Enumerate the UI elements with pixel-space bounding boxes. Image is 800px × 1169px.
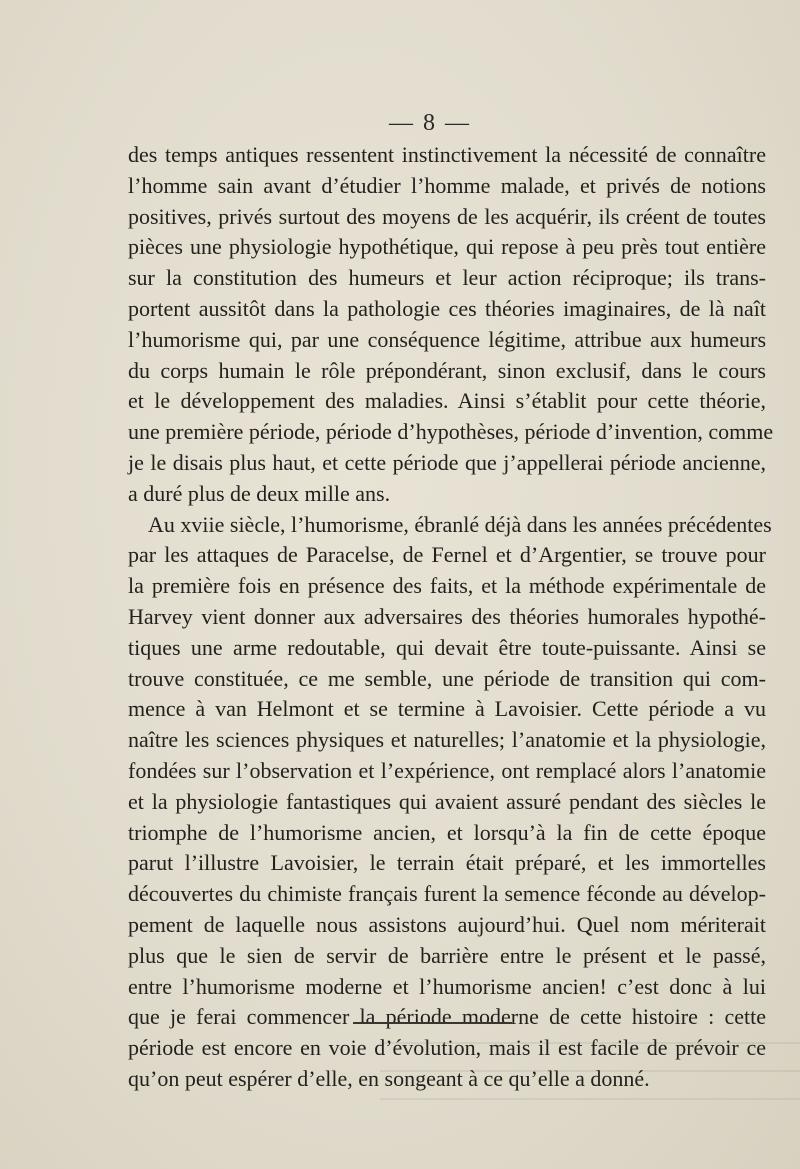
text-line: Harvey vient donner aux adversaires des théories humorales hypothé- [128,603,766,629]
text-line: je le disais plus haut, et cette période que j’appellerai période ancienne, [128,449,766,475]
text-line: naître les sciences physiques et naturelles; l’anatomie et la physiologie, [128,727,766,753]
text-line: trouve constituée, ce me semble, une période de transition qui com- [128,665,766,691]
text-line: la première fois en présence des faits, et la méthode expérimentale de [128,573,766,599]
text-line: fondées sur l’observation et l’expérience, ont remplacé alors l’anatomie [128,757,766,783]
text-line: plus que le sien de servir de barrière entre le présent et le passé, [128,942,766,968]
text-line: du corps humain le rôle prépondérant, sinon exclusif, dans le cours [128,357,766,383]
text-line: mence à van Helmont et se termine à Lavoisier. Cette période a vu [128,696,766,722]
text-line: par les attaques de Paracelse, de Fernel et d’Argentier, se trouve pour [128,542,766,568]
text-line: une première période, période d’hypothèses, période d’invention, comme [128,419,774,445]
page-number: — 8 — [389,110,471,136]
text-line: découvertes du chimiste français furent la semence féconde au dévelop- [128,881,766,907]
text-line: sur la constitution des humeurs et leur action réciproque; ils trans- [128,265,766,291]
text-line: période est encore en voie d’évolution, mais il est facile de prévoir ce [128,1035,766,1061]
text-line: pement de laquelle nous assistons aujourd’hui. Quel nom mériterait [128,911,766,937]
text-line: portent aussitôt dans la pathologie ces théories imaginaires, de là naît [128,295,766,321]
text-line: triomphe de l’humorisme ancien, et lorsqu’à la fin de cette époque [128,819,766,845]
text-line: des temps antiques ressentent instinctivement la nécessité de connaître [128,142,766,167]
text-line: qu’on peut espérer d’elle, en songeant à ce qu’elle a donné. [128,1065,650,1091]
paragraph [128,140,774,510]
text-line: Au xviie siècle, l’humorisme, ébranlé déjà dans les années précédentes [148,511,772,537]
text-line: tiques une arme redoutable, qui devait être toute-puissante. Ainsi se [128,634,766,660]
text-line: entre l’humorisme moderne et l’humorisme ancien! c’est donc à lui [128,973,766,999]
text-line: que je ferai commencer la période moderne de cette histoire : cette [128,1004,766,1030]
section-rule [353,1022,512,1024]
text-line: et la physiologie fantastiques qui avaient assuré pendant des siècles le [128,788,766,814]
text-line: a duré plus de deux mille ans. [128,480,391,506]
text-line: et le développement des maladies. Ainsi s’établit pour cette théorie, [128,388,766,414]
body-text [128,140,774,1095]
text-line: positives, privés surtout des moyens de les acquérir, ils créent de toutes [128,203,766,229]
text-line: pièces une physiologie hypothétique, qui repose à peu près tout entière [128,234,766,260]
paragraph [128,510,772,1095]
show-through-texture [380,1040,800,1100]
text-line: parut l’illustre Lavoisier, le terrain était préparé, et les immortelles [128,850,766,876]
text-line: l’homme sain avant d’étudier l’homme malade, et privés de notions [128,172,766,198]
text-line: l’humorisme qui, par une conséquence légitime, attribue aux humeurs [128,326,766,352]
